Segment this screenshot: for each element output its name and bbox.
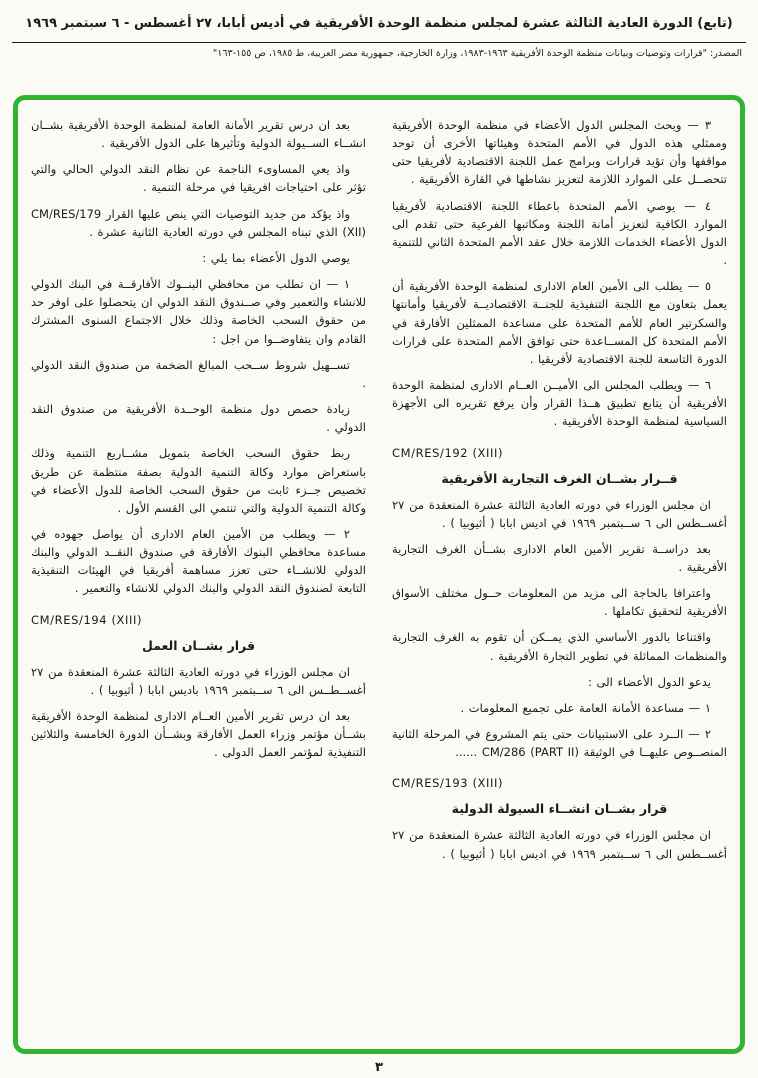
paragraph: بعد ان درس تقرير الأمين العــام الادارى لمنظمة الوحدة الأفريقية بشــأن مؤتمر وزراء العمل الأفارقة وبشــأن الدورة الخامسة والثلاثين التنفيذية لمؤتمر العمل الدولى .: [31, 708, 366, 760]
paragraph: ٢ — الــرد على الاستبيانات حتى يتم المشروع في المرحلة الثانية المنصــوص عليهــا في الوثيقة CM/286 (PART II) ......: [392, 727, 727, 760]
paragraph: ربط حقوق السحب الخاصة بتمويل مشــاريع التنمية وذلك باستعراض موارد وكالة التنمية الدولية بصفة منتظمة عن طريق تخصيص جــزء ثابت من حقوق السحب الخاصة للدول الأعضاء في وكالة التنمية الدولية والتي تنتمي الى القسم الأول .: [31, 446, 366, 515]
paragraph: واقتناعا بالدور الأساسي الذي يمــكن أن تقوم به الغرف التجارية والمنظمات المماثلة في تطوير التجارة الأفريقية .: [392, 630, 727, 663]
paragraph: واذ يؤكد من جديد التوصيات التي ينص عليها القرار CM/RES/179 (XII) الذي تبناه المجلس في دورته العادية الثانية عشرة .: [31, 206, 366, 239]
paragraph: بعد ان درس تقرير الأمانة العامة لمنظمة الوحدة الأفريقية بشــان انشــاء الســيولة الدولية وتأثيرها على الدول الأفريقية .: [31, 118, 366, 151]
paragraph: ٦ — ويطلب المجلس الى الأميــن العــام الادارى لمنظمة الوحدة الأفريقية أن يتابع تطبيق هــذا القرار وأن يرفع تقريره الى الأجهزة السياسية لمنظمة الوحدة الأفريقية .: [392, 378, 727, 429]
left-column: [31, 116, 366, 1039]
header-title: (تابع) الدورة العادية الثالثة عشرة لمجلس منظمة الوحدة الأفريقية في أديس أبابا، ٢٧ أغسطس - ٦ سبتمبر ١٩٦٩: [25, 16, 733, 31]
page-header: [0, 0, 758, 59]
paragraph: تســهيل شروط ســحب المبالغ الضخمة من صندوق النقد الدولي .: [31, 357, 366, 390]
paragraph: ٥ — يطلب الى الأمين العام الادارى لمنظمة الوحدة الأفريقية أن يعمل بتعاون مع اللجنة التنفيذية للجنــة الاقتصاديــة لأفريقيا وأمانتها والسكرتير العام للأمم المتحدة على مساعدة الممثلين الأفارقة في الأمم المتحدة كل المســاعدة حتى توافق الأمم المتحدة على قرارات الدورة التاسعة للجنة الاقتصادية لأفريقيا .: [392, 279, 727, 366]
resolution-title: قــرار بشــان الغرف التجارية الأفريقية: [441, 470, 678, 486]
paragraph: ٢ — ويطلب من الأمين العام الادارى أن يواصل جهوده في مساعدة محافظي البنوك الأفارقة في صندوق النقــد الدولي والبنك الدولي للانشــاء حتى تعزز مساهمة أفريقيا في الهيئات التنفيذية التابعة لصندوق النقد الدولي والبنك الدولي للانشاء والتعمير .: [31, 526, 366, 596]
paragraph: ان مجلس الوزراء في دورته العادية الثالثة عشرة المنعقدة من ٢٧ أغســطس الى ٦ ســبتمبر ١٩٦٩ في اديس ابابا ( أثيوبيا ) .: [392, 828, 727, 861]
paragraph: يدعو الدول الأعضاء الى :: [588, 674, 711, 689]
text-columns: [31, 116, 727, 1039]
paragraph: زيادة حصص دول منظمة الوحــدة الأفريقية من صندوق النقد الدولي .: [31, 402, 366, 435]
paragraph: ٣ — ويحث المجلس الدول الأعضاء في منظمة الوحدة الأفريقية وممثلي هذه الدول في الأمم المتحدة وهيئاتها الأخرى أن توحد مواقفها وأن تؤيد قرارات وبرامج عمل اللجنة الاقتصادية لأفريقيا حتى تتحصــل على الموارد اللازمة لتعزيز نشاطها في القارة الأفريقية .: [392, 118, 727, 187]
source-citation: المصدر: "قرارات وتوصيات وبيانات منظمة الوحدة الأفريقية ١٩٦٣-١٩٨٣، وزارة الخارجية، جمهورية مصر العربية، ط ١٩٨٥، ص ١٥٥-١٦٣": [212, 47, 742, 59]
resolution-title: قرار بشــان انشــاء السيولة الدولية: [451, 801, 668, 817]
paragraph: ان مجلس الوزراء في دورته العادية الثالثة عشرة المنعقدة من ٢٧ أغســطس الى ٦ ســبتمبر ١٩٦٩ في اديس ابابا ( أثيوبيا ) .: [392, 497, 727, 530]
resolution-code: CM/RES/192 (XIII): [392, 445, 504, 460]
resolution-title: قرار بشــان العمل: [141, 637, 256, 653]
paragraph: واعترافا بالحاجة الى مزيد من المعلومات حــول مختلف الأسواق الأفريقية لتحقيق تكاملها .: [392, 586, 727, 619]
green-content-frame: [13, 95, 745, 1054]
right-column: [392, 116, 727, 1039]
paragraph: ٤ — يوصي الأمم المتحدة باعطاء اللجنة الاقتصادية لأفريقيا الموارد الكافية لتعزيز أمانة اللجنة ومكاتبها الفرعية حتى تقدم الى الدول الأعضاء الخدمات اللازمة خلال عقد الأمم المتحدة الثاني للتنمية .: [392, 198, 727, 268]
paragraph: يوصي الدول الأعضاء بما يلي :: [202, 250, 350, 265]
paragraph: ١ — مساعدة الأمانة العامة على تجميع المعلومات .: [460, 700, 711, 715]
paragraph: ١ — ان تطلب من محافظي البنــوك الأفارقــة في البنك الدولي للانشاء والتعمير وفي صــندوق النقد الدولي ان يتحصلوا على اوفر حد من حقوق السحب الخاصة وذلك خلال الاجتماع السنوى المشترك القادم وان يتفاوضــوا من اجل :: [31, 277, 366, 346]
paragraph: ان مجلس الوزراء في دورته العادية الثالثة عشرة المنعقدة من ٢٧ أغســطــس الى ٦ ســبتمبر ١٩٦٩ باديس ابابا ( أثيوبيا ) .: [31, 664, 366, 697]
paragraph: واذ يعي المساوىء الناجمة عن نظام النقد الدولي الحالي والتي تؤثر على احتياجات افريقيا في مرحلة التنمية .: [31, 162, 366, 195]
resolution-code: CM/RES/194 (XIII): [31, 612, 143, 627]
page-number: ٣: [375, 1060, 383, 1075]
resolution-code: CM/RES/193 (XIII): [392, 776, 504, 791]
paragraph: بعد دراســة تقرير الأمين العام الادارى بشــأن الغرف التجارية الأفريقية .: [392, 541, 727, 574]
